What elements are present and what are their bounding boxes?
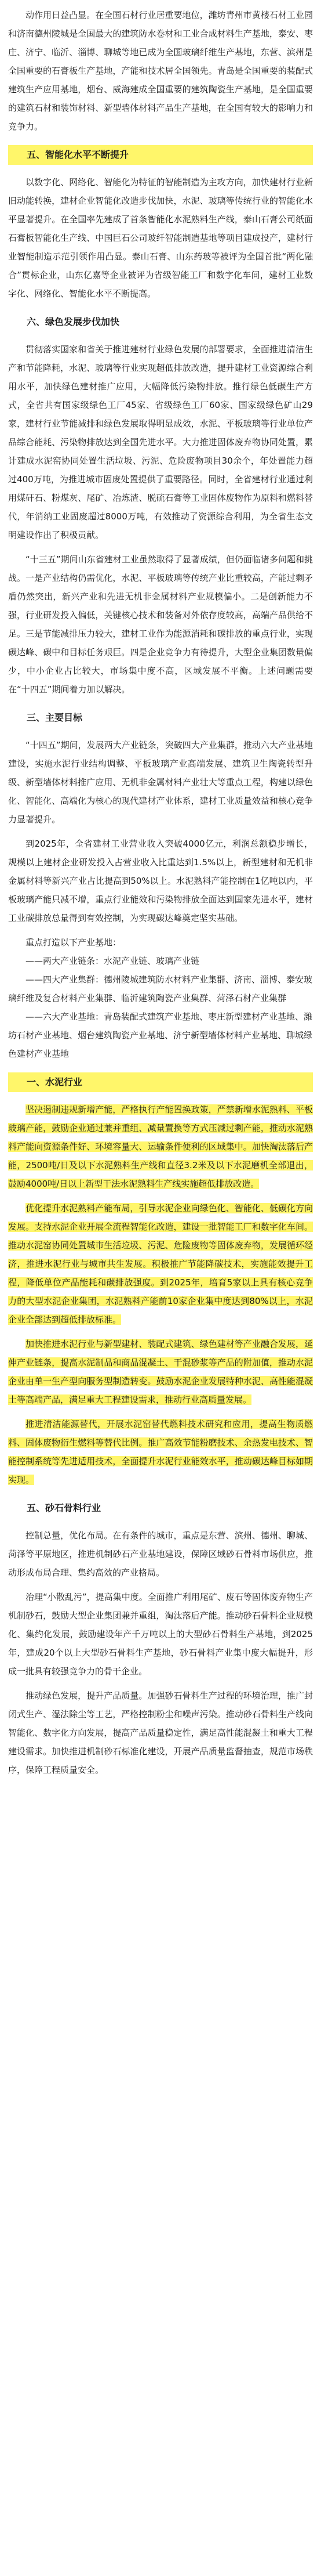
- intelligent-paragraph: 以数字化、网络化、智能化为特征的智能制造为主攻方向，加快建材行业新旧动能转换，建材企业智能化改造步伐加快，水泥、玻璃等传统行业的智能化水平显著提升。在全国率先建成了首条智能化水泥熟料生产线，泰山石膏公司纸面石膏板智能化生产线、中国巨石公司玻纤智能制造基地等项目建成投产，建材行业智能制造示范引领作用凸显。泰山石膏、山东药玻等被评为全国首批“两化融合”贯标企业，山东亿嘉等企业被评为省级智能工厂和数字化车间，建材工业数字化、网络化、智能化水平不断提高。: [8, 177, 313, 299]
- cement-paragraph-1: [8, 1100, 313, 1193]
- section-heading-goals: 三、主要目标: [27, 712, 83, 723]
- goals-list-item: ——六大产业基地：青岛装配式建筑产业基地、枣庄新型建材产业基地、潍坊石材产业基地、烟台建筑陶瓷产业基地、济宁新型墙体材料产业基地、聊城绿色建材产业基地: [8, 1011, 313, 1059]
- cement-paragraph-2-text: 优化提升水泥熟料产能布局，引导水泥企业向绿色化、智能化、低碳化方向发展。支持水泥企业开展全流程智能化改造，建设一批智能工厂和数字化车间。推动水泥窑协同处置城市生活垃圾、污泥、危险废物等固体废弃物，发展循环经济，推进水泥行业与城市共生发展。积极推广节能降碳技术，实施能效提升工程，降低单位产品能耗和碳排放强度。到2025年，培育5家以上具有核心竞争力的大型水泥企业集团，水泥熟料产能前10家企业集中度达到80%以上，水泥企业全部达到超低排放标准。: [8, 1203, 313, 1325]
- sand-paragraph-2: 治理“小散乱污”，提高集中度。全面推广利用尾矿、废石等固体废弃物生产机制砂石，鼓励大型企业集团兼并重组，淘汰落后产能。推动砂石骨料企业规模化、集约化发展，鼓励建设年产千万吨以上的大型砂石骨料生产基地，到2025年，建成20个以上大型砂石骨料生产基地，砂石骨料产业集中度大幅提升，形成一批具有较强竞争力的骨干企业。: [8, 1592, 313, 1677]
- section-heading-cement: 一、水泥行业: [8, 1072, 313, 1092]
- cement-paragraph-1-text: 坚决遏制违规新增产能，严格执行产能置换政策，严禁新增水泥熟料、平板玻璃产能，鼓励企业通过兼并重组、减量置换等方式压减过剩产能，推动水泥熟料产能向资源条件好、环境容量大、运输条件便利的区域集中。加快淘汰落后产能，2500吨/日及以下水泥熟料生产线和直径3.2米及以下水泥磨机全部退出，鼓励4000吨/日以上新型干法水泥熟料生产线实施超低排放改造。: [8, 1104, 313, 1189]
- goals-list-intro: 重点打造以下产业基地：: [25, 937, 122, 948]
- cement-paragraph-3: [8, 1335, 313, 1409]
- cement-paragraph-4: [8, 1415, 313, 1489]
- green-paragraph: 贯彻落实国家和省关于推进建材行业绿色发展的部署要求，全面推进清洁生产和节能降耗，水泥、玻璃等行业实现超低排放改造，提升建材工业资源综合利用水平，加快绿色建材推广应用，大幅降低污染物排放。推行绿色低碳生产方式，全省共有国家级绿色工厂45家、省级绿色工厂60家、国家级绿色矿山29家，建材行业节能减排和绿色发展取得明显成效，水泥、平板玻璃等行业单位产品综合能耗、污染物排放达到全国先进水平。大力推进固体废弃物协同处置，累计建成水泥窑协同处置生活垃圾、污泥、危险废物项目30余个，年处置能力超过400万吨，为推进城市固废处置提供了重要路径。同时，全省建材行业通过利用煤矸石、粉煤灰、尾矿、冶炼渣、脱硫石膏等工业固体废物作为原料和燃料替代，年消纳工业固废超过8000万吨，有效推动了资源综合利用，为全省生态文明建设作出了积极贡献。: [8, 344, 313, 540]
- intro-paragraph: 动作用日益凸显。在全国石材行业居重要地位，潍坊青州市黄楼石材工业园和济南德州陵城是全国最大的建筑防水卷材和工业合成材料生产基地，泰安、枣庄、济宁、临沂、淄博、聊城等地已成为全国玻璃纤维生产基地，东营、滨州是全国重要的石膏板生产基地，产能和技术居全国领先。青岛是全国重要的装配式建筑生产应用基地，烟台、威海建成全国重要的建筑陶瓷生产基地，是全国重要的建筑石材和装饰材料、新型墙体材料产品生产基地，在全国有较大的影响力和竞争力。: [8, 10, 313, 132]
- cement-paragraph-2: [8, 1199, 313, 1329]
- sand-paragraph-3: 推动绿色发展，提升产品质量。加强砂石骨料生产过程的环境治理，推广封闭式生产、湿法除尘等工艺，严格控制粉尘和噪声污染。推动砂石骨料生产线向智能化、数字化方向发展，提高产品质量稳定性，满足高性能混凝土和重大工程建设需求。加快推进机制砂石标准化建设，开展产品质量监督抽查，规范市场秩序，保障工程质量安全。: [8, 1690, 313, 1775]
- goals-list-item: ——四大产业集群：德州陵城建筑防水材料产业集群、济南、淄博、泰安玻璃纤维及复合材料产业集群、临沂建筑陶瓷产业集群、菏泽石材产业集群: [8, 974, 313, 1003]
- goals-list: [8, 933, 313, 1063]
- section-heading-green: 六、绿色发展步伐加快: [27, 316, 120, 327]
- goals-paragraph-2: 到2025年，全省建材工业营业收入突破4000亿元，利润总额稳步增长，规模以上建材企业研发投入占营业收入比重达到1.5%以上，新型建材和无机非金属材料等新兴产业占比提高到50%以上。水泥熟料产能控制在1亿吨以内，平板玻璃产能只减不增，重点行业能效和污染物排放全面达到国家先进水平，建材工业碳排放总量得到有效控制，为实现碳达峰奠定坚实基础。: [8, 839, 313, 923]
- section-heading-sand: 五、砂石骨料行业: [27, 1502, 101, 1513]
- goals-list-item: ——两大产业链条：水泥产业链、玻璃产业链: [25, 956, 200, 966]
- goals-paragraph-1: “十四五”期间，发展两大产业链条，突破四大产业集群，推动六大产业基地建设，实施水泥行业结构调整、平板玻璃产业高端发展、建筑卫生陶瓷转型升级、新型墙体材料推广应用、无机非金属材料产业壮大等重点工程，构建以绿色化、智能化、高端化为核心的现代建材产业体系，建材工业质量效益和核心竞争力显著提升。: [8, 740, 313, 825]
- cement-paragraph-4-text: 推进清洁能源替代，开展水泥窑替代燃料技术研究和应用，提高生物质燃料、固体废物衍生燃料等替代比例。推广高效节能粉磨技术、余热发电技术、智能控制系统等先进适用技术，全面提升水泥行业能效水平，推动碳达峰目标如期实现。: [8, 1419, 313, 1485]
- cement-paragraph-3-text: 加快推进水泥行业与新型建材、装配式建筑、绿色建材等产业融合发展，延伸产业链条，提高水泥制品和商品混凝土、干混砂浆等产品的附加值，推动水泥企业由单一生产型向服务型制造转变。鼓励水泥企业发展特种水泥、高性能混凝土等高端产品，满足重大工程建设需求，推动行业高质量发展。: [8, 1339, 313, 1405]
- sand-paragraph-1: 控制总量，优化布局。在有条件的城市，重点是东营、滨州、德州、聊城、菏泽等平原地区，推进机制砂石产业基地建设，保障区域砂石骨料市场供应，推动形成布局合理、集约高效的产业格局。: [8, 1530, 313, 1578]
- section-heading-intelligent: 五、智能化水平不断提升: [8, 145, 313, 165]
- review-paragraph: “十三五”期间山东省建材工业虽然取得了显著成绩，但仍面临诸多问题和挑战。一是产业结构仍需优化，水泥、平板玻璃等传统产业比重较高，产能过剩矛盾仍然突出，新兴产业和先进无机非金属材料产业规模偏小。二是创新能力不强，行业研发投入偏低，关键核心技术和装备对外依存度较高，高端产品供给不足。三是节能减排压力较大，建材工业作为能源消耗和碳排放的重点行业，实现碳达峰、碳中和目标任务艰巨。四是企业竞争力有待提升，大型企业集团数量偏少，中小企业占比较大，市场集中度不高，区域发展不平衡。上述问题需要在“十四五”期间着力加以解决。: [8, 554, 313, 695]
